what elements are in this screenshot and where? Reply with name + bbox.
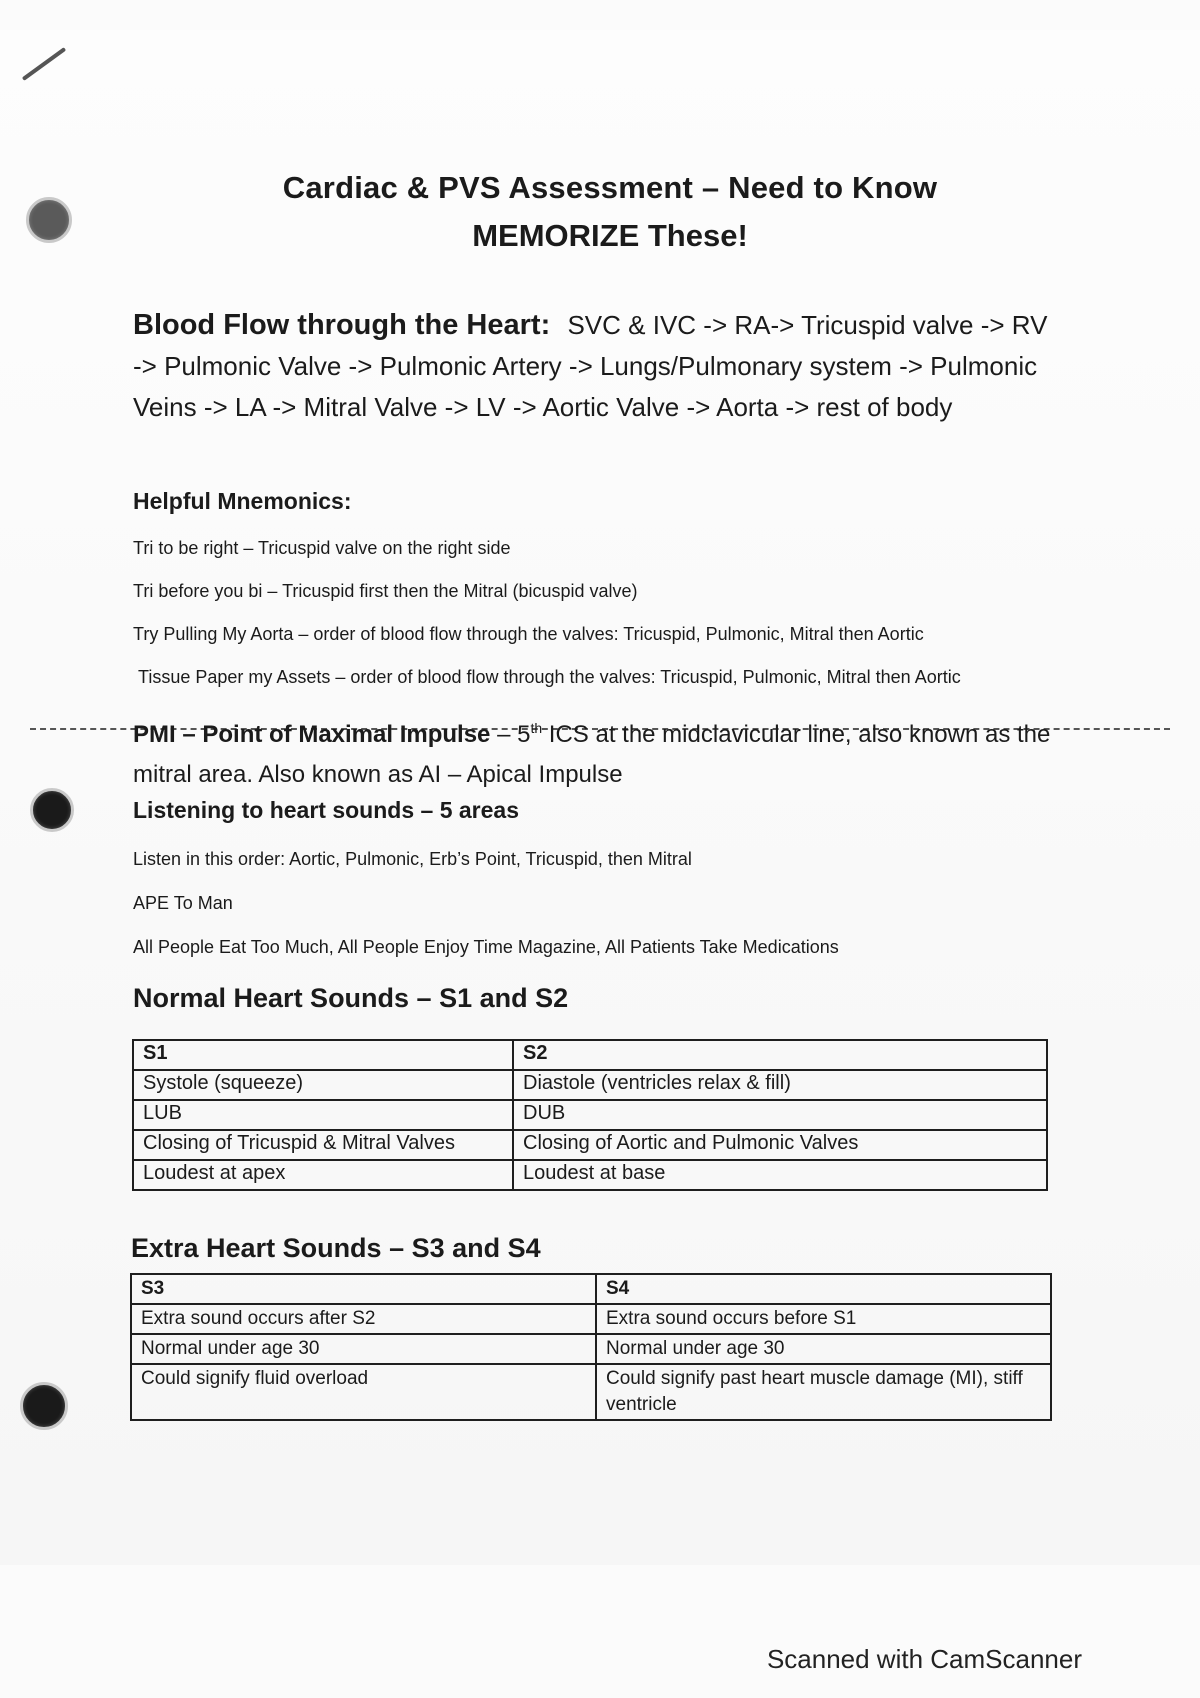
table-cell: Could signify fluid overload [131, 1364, 596, 1420]
page-subtitle: MEMORIZE These! [472, 218, 748, 253]
table-cell: Diastole (ventricles relax & fill) [513, 1070, 1047, 1100]
mnemonics-heading: Helpful Mnemonics: [133, 488, 352, 514]
pmi-text-pre: – 5 [490, 721, 531, 748]
pmi-text-post: ICS at the midclavicular line, also known as the mitral area. Also known as AI – Apical Impulse [133, 721, 1051, 788]
table-header-cell: S2 [513, 1040, 1047, 1070]
table-cell: Systole (squeeze) [133, 1070, 513, 1100]
table-cell: Normal under age 30 [596, 1334, 1051, 1364]
listening-line: All People Eat Too Much, All People Enjoy Time Magazine, All Patients Take Medications [133, 937, 839, 957]
punch-hole-icon [30, 788, 74, 832]
extra-sounds-table [130, 1273, 1052, 1421]
table-row [131, 1304, 1051, 1334]
blood-flow-section [133, 305, 1053, 428]
table-cell: Normal under age 30 [131, 1334, 596, 1364]
listening-heading: Listening to heart sounds – 5 areas [133, 797, 519, 823]
table-row [133, 1130, 1047, 1160]
table-cell: Closing of Aortic and Pulmonic Valves [513, 1130, 1047, 1160]
pmi-label: PMI – Point of Maximal Impulse [133, 721, 491, 748]
table-header-cell: S1 [133, 1040, 513, 1070]
extra-sounds-heading: Extra Heart Sounds – S3 and S4 [131, 1233, 541, 1263]
normal-sounds-heading: Normal Heart Sounds – S1 and S2 [133, 983, 569, 1013]
table-cell: Extra sound occurs after S2 [131, 1304, 596, 1334]
title-block [160, 170, 1060, 254]
punch-hole-icon [20, 1382, 68, 1430]
table-row [133, 1070, 1047, 1100]
scanner-watermark: Scanned with CamScanner [766, 1644, 1082, 1674]
blood-flow-heading: Blood Flow through the Heart: [133, 309, 551, 341]
mnemonic-item: Tri to be right – Tricuspid valve on the right side [133, 538, 511, 558]
page-title: Cardiac & PVS Assessment – Need to Know [282, 170, 938, 205]
mnemonic-item: Tri before you bi – Tricuspid first then the Mitral (bicuspid valve) [133, 581, 638, 601]
table-header-cell: S4 [596, 1274, 1051, 1304]
table-cell: Loudest at apex [133, 1160, 513, 1190]
pmi-section [133, 708, 1073, 795]
listening-line: Listen in this order: Aortic, Pulmonic, Erb’s Point, Tricuspid, then Mitral [133, 849, 692, 869]
blood-flow-text: SVC & IVC -> RA-> Tricuspid valve -> RV -> Pulmonic Valve -> Pulmonic Artery -> Lungs/Pulmonary system -> Pulmonic Veins -> LA -> Mitral Valve -> LV -> Aortic Valve -> Aorta -> rest of body [133, 310, 1048, 422]
mnemonic-item: Try Pulling My Aorta – order of blood flow through the valves: Tricuspid, Pulmonic, Mitral then Aortic [133, 624, 924, 644]
table-header-cell: S3 [131, 1274, 596, 1304]
punch-hole-icon [26, 197, 72, 243]
table-header-row [131, 1274, 1051, 1304]
table-cell: Extra sound occurs before S1 [596, 1304, 1051, 1334]
table-cell: Closing of Tricuspid & Mitral Valves [133, 1130, 513, 1160]
table-cell: Loudest at base [513, 1160, 1047, 1190]
mnemonic-item: Tissue Paper my Assets – order of blood flow through the valves: Tricuspid, Pulmonic, Mitral then Aortic [138, 667, 961, 687]
listening-line: APE To Man [133, 893, 233, 913]
table-row [133, 1160, 1047, 1190]
table-row [131, 1334, 1051, 1364]
table-row [133, 1100, 1047, 1130]
pmi-superscript: th [530, 720, 543, 736]
table-row [131, 1364, 1051, 1420]
normal-sounds-table [132, 1039, 1048, 1191]
table-cell: DUB [513, 1100, 1047, 1130]
table-header-row [133, 1040, 1047, 1070]
table-cell: LUB [133, 1100, 513, 1130]
table-cell: Could signify past heart muscle damage (MI), stiff ventricle [596, 1364, 1051, 1420]
